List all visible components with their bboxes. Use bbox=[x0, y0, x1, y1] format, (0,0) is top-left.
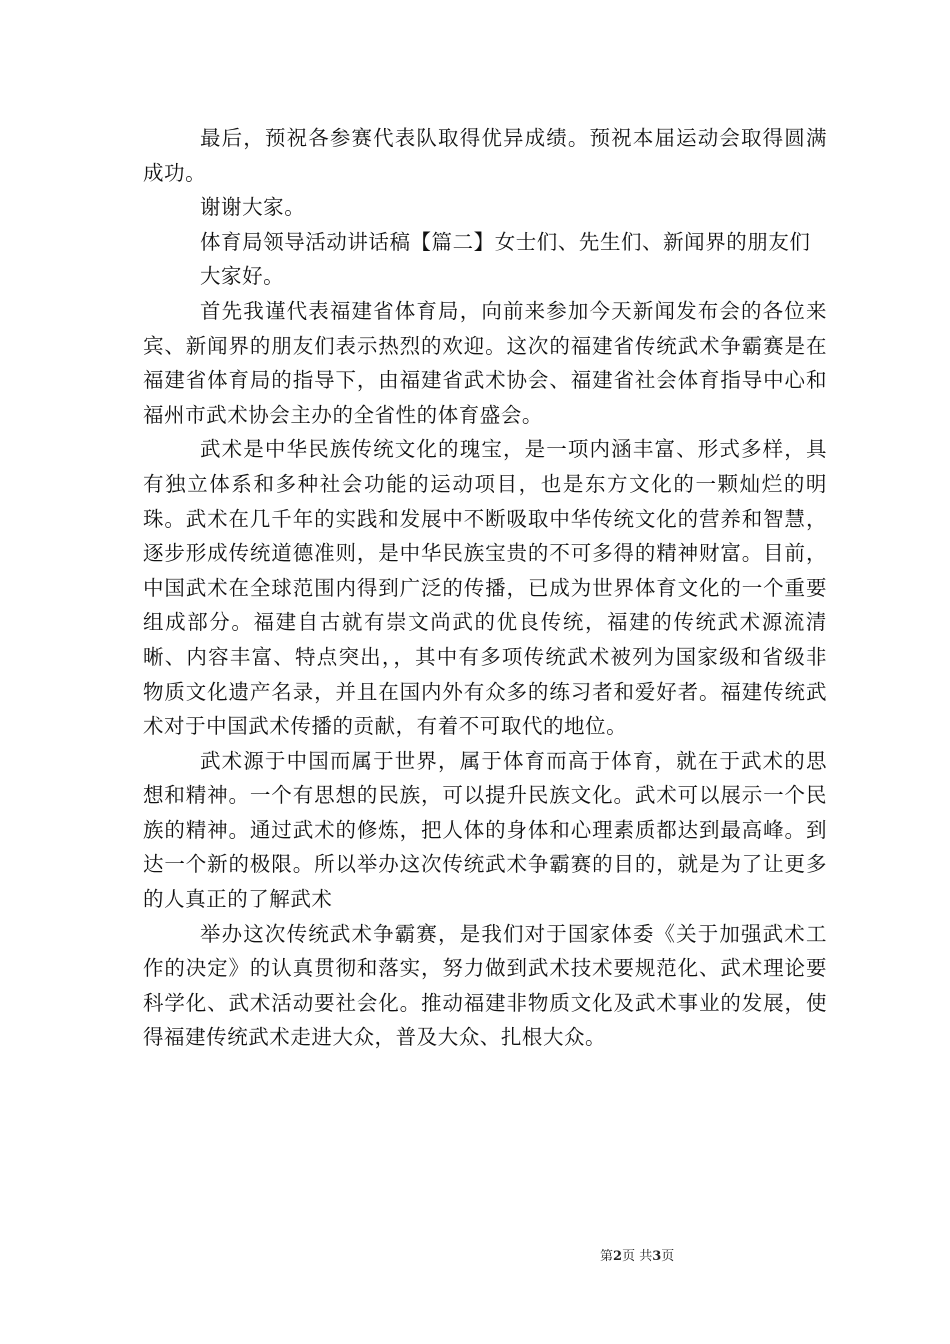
page-number-footer bbox=[600, 1248, 880, 1266]
footer-suffix: 页 bbox=[661, 1249, 675, 1264]
paragraph-welcome: 首先我谨代表福建省体育局，向前来参加今天新闻发布会的各位来宾、新闻界的朋友们表示热烈的欢迎。这次的福建省传统武术争霸赛是在福建省体育局的指导下，由福建省武术协会、福建省社会体育指导中心和福州市武术协会主办的全省性的体育盛会。 bbox=[143, 298, 827, 427]
paragraph-greeting: 大家好。 bbox=[200, 264, 285, 289]
footer-current-page: 2 bbox=[613, 1249, 623, 1264]
paragraph-closing-wishes: 最后，预祝各参赛代表队取得优异成绩。预祝本届运动会取得圆满成功。 bbox=[143, 126, 827, 185]
paragraph-section-heading: 体育局领导活动讲话稿【篇二】女士们、先生们、新闻界的朋友们 bbox=[200, 229, 811, 254]
paragraph-wushu-treasure: 武术是中华民族传统文化的瑰宝，是一项内涵丰富、形式多样，具有独立体系和多种社会功能的运动项目，也是东方文化的一颗灿烂的明珠。武术在几千年的实践和发展中不断吸取中华传统文化的营养和智慧，逐步形成传统道德准则，是中华民族宝贵的不可多得的精神财富。目前，中国武术在全球范围内得到广泛的传播，已成为世界体育文化的一个重要组成部分。福建自古就有崇文尚武的优良传统，福建的传统武术源流清晰、内容丰富、特点突出，，其中有多项传统武术被列为国家级和省级非物质文化遗产名录，并且在国内外有众多的练习者和爱好者。福建传统武术对于中国武术传播的贡献，有着不可取代的地位。 bbox=[143, 437, 827, 739]
footer-middle: 页 共 bbox=[622, 1249, 653, 1264]
paragraph-wushu-spirit: 武术源于中国而属于世界，属于体育而高于体育，就在于武术的思想和精神。一个有思想的民族，可以提升民族文化。武术可以展示一个民族的精神。通过武术的修炼，把人体的身体和心理素质都达到最高峰。到达一个新的极限。所以举办这次传统武术争霸赛的目的，就是为了让更多的人真正的了解武术 bbox=[143, 748, 827, 912]
paragraph-thanks: 谢谢大家。 bbox=[200, 195, 306, 220]
paragraph-competition-purpose: 举办这次传统武术争霸赛，是我们对于国家体委《关于加强武术工作的决定》的认真贯彻和落实，努力做到武术技术要规范化、武术理论要科学化、武术活动要社会化。推动福建非物质文化及武术事业的发展，使得福建传统武术走进大众，普及大众、扎根大众。 bbox=[143, 921, 827, 1050]
footer-total-pages: 3 bbox=[652, 1249, 662, 1264]
footer-prefix: 第 bbox=[600, 1249, 614, 1264]
document-body bbox=[143, 121, 827, 1055]
